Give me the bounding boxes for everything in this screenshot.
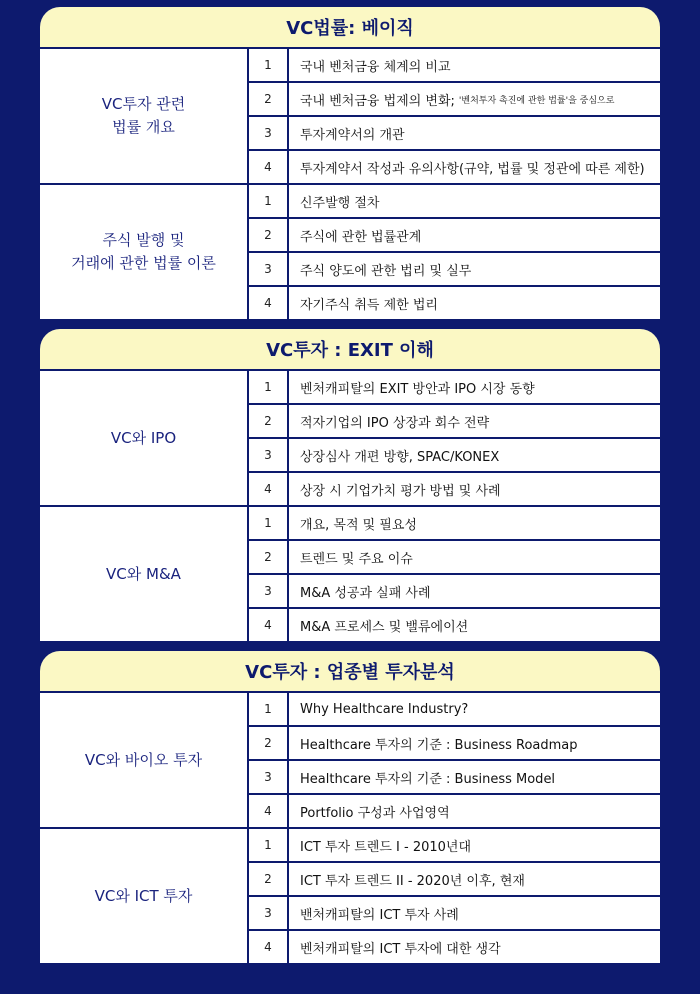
table-row bbox=[249, 795, 660, 827]
table-row bbox=[249, 609, 660, 641]
row-number: 1 bbox=[249, 371, 287, 403]
row-text: 벤처캐피탈의 ICT 투자에 대한 생각 bbox=[289, 931, 660, 963]
row-number: 2 bbox=[249, 863, 287, 895]
section-title: VC법률: 베이직 bbox=[40, 7, 660, 47]
row-text: Healthcare 투자의 기준 : Business Roadmap bbox=[289, 727, 660, 759]
table-row bbox=[249, 897, 660, 929]
group-vc-ma bbox=[40, 505, 660, 641]
group-label: VC와 바이오 투자 bbox=[40, 693, 247, 827]
table-row bbox=[249, 829, 660, 861]
row-text: Healthcare 투자의 기준 : Business Model bbox=[289, 761, 660, 793]
row-number: 3 bbox=[249, 761, 287, 793]
row-number: 2 bbox=[249, 541, 287, 573]
section-vc-exit bbox=[40, 329, 660, 641]
row-text: 상장심사 개편 방향, SPAC/KONEX bbox=[289, 439, 660, 471]
row-text: 벤처캐피탈의 EXIT 방안과 IPO 시장 동향 bbox=[289, 371, 660, 403]
row-text bbox=[289, 83, 660, 115]
row-number: 4 bbox=[249, 473, 287, 505]
table-row bbox=[249, 371, 660, 403]
table-row bbox=[249, 727, 660, 759]
table-row bbox=[249, 253, 660, 285]
table-row bbox=[249, 931, 660, 963]
row-number: 1 bbox=[249, 185, 287, 217]
table-row bbox=[249, 863, 660, 895]
table-row bbox=[249, 185, 660, 217]
row-number: 2 bbox=[249, 727, 287, 759]
group-vc-ict bbox=[40, 827, 660, 963]
row-text: Portfolio 구성과 사업영역 bbox=[289, 795, 660, 827]
table-row bbox=[249, 151, 660, 183]
row-number: 2 bbox=[249, 219, 287, 251]
table-row bbox=[249, 405, 660, 437]
table-row bbox=[249, 507, 660, 539]
section-vc-industry-analysis bbox=[40, 651, 660, 963]
table-row bbox=[249, 439, 660, 471]
group-label: VC와 IPO bbox=[40, 371, 247, 505]
table-row bbox=[249, 219, 660, 251]
group-label: VC와 ICT 투자 bbox=[40, 829, 247, 963]
group-label: 주식 발행 및 거래에 관한 법률 이론 bbox=[40, 185, 247, 319]
table-row bbox=[249, 83, 660, 115]
row-text: 주식 양도에 관한 법리 및 실무 bbox=[289, 253, 660, 285]
table-row bbox=[249, 473, 660, 505]
table-row bbox=[249, 49, 660, 81]
row-text: Why Healthcare Industry? bbox=[289, 693, 660, 725]
table-row bbox=[249, 575, 660, 607]
table-row bbox=[249, 117, 660, 149]
table-row bbox=[249, 541, 660, 573]
row-number: 3 bbox=[249, 439, 287, 471]
table-row bbox=[249, 287, 660, 319]
row-text: 주식에 관한 법률관계 bbox=[289, 219, 660, 251]
row-text: 개요, 목적 및 필요성 bbox=[289, 507, 660, 539]
section-title: VC투자 : EXIT 이해 bbox=[40, 329, 660, 369]
section-title: VC투자 : 업종별 투자분석 bbox=[40, 651, 660, 691]
row-number: 1 bbox=[249, 507, 287, 539]
row-text: 상장 시 기업가치 평가 방법 및 사례 bbox=[289, 473, 660, 505]
group-vc-law-overview bbox=[40, 47, 660, 183]
row-number: 1 bbox=[249, 829, 287, 861]
row-number: 4 bbox=[249, 151, 287, 183]
group-label: VC투자 관련 법률 개요 bbox=[40, 49, 247, 183]
row-text: ICT 투자 트렌드 II - 2020년 이후, 현재 bbox=[289, 863, 660, 895]
row-text-note: '벤처투자 촉진에 관한 법률'을 중심으로 bbox=[458, 95, 615, 106]
row-number: 3 bbox=[249, 253, 287, 285]
table-row bbox=[249, 761, 660, 793]
group-vc-ipo bbox=[40, 369, 660, 505]
table-row bbox=[249, 693, 660, 725]
row-text: 국내 벤처금융 체계의 비교 bbox=[289, 49, 660, 81]
row-text: 자기주식 취득 제한 법리 bbox=[289, 287, 660, 319]
row-text: 투자계약서의 개관 bbox=[289, 117, 660, 149]
row-number: 4 bbox=[249, 795, 287, 827]
row-number: 1 bbox=[249, 49, 287, 81]
row-text: 신주발행 절차 bbox=[289, 185, 660, 217]
row-text: 트렌드 및 주요 이슈 bbox=[289, 541, 660, 573]
group-stock-law-theory bbox=[40, 183, 660, 319]
row-number: 4 bbox=[249, 609, 287, 641]
row-text: 밴처캐피탈의 ICT 투자 사례 bbox=[289, 897, 660, 929]
row-text: M&A 프로세스 및 밸류에이션 bbox=[289, 609, 660, 641]
group-vc-bio bbox=[40, 691, 660, 827]
row-text: M&A 성공과 실패 사례 bbox=[289, 575, 660, 607]
row-text: ICT 투자 트렌드 I - 2010년대 bbox=[289, 829, 660, 861]
row-number: 4 bbox=[249, 287, 287, 319]
row-number: 3 bbox=[249, 117, 287, 149]
row-number: 3 bbox=[249, 575, 287, 607]
row-number: 2 bbox=[249, 405, 287, 437]
row-text: 적자기업의 IPO 상장과 회수 전략 bbox=[289, 405, 660, 437]
section-vc-law-basic bbox=[40, 7, 660, 319]
row-number: 4 bbox=[249, 931, 287, 963]
row-number: 1 bbox=[249, 693, 287, 725]
row-text-main: 국내 벤처금융 법제의 변화; bbox=[300, 93, 455, 109]
row-text: 투자계약서 작성과 유의사항(규약, 법률 및 정관에 따른 제한) bbox=[289, 151, 660, 183]
row-number: 2 bbox=[249, 83, 287, 115]
row-number: 3 bbox=[249, 897, 287, 929]
group-label: VC와 M&A bbox=[40, 507, 247, 641]
